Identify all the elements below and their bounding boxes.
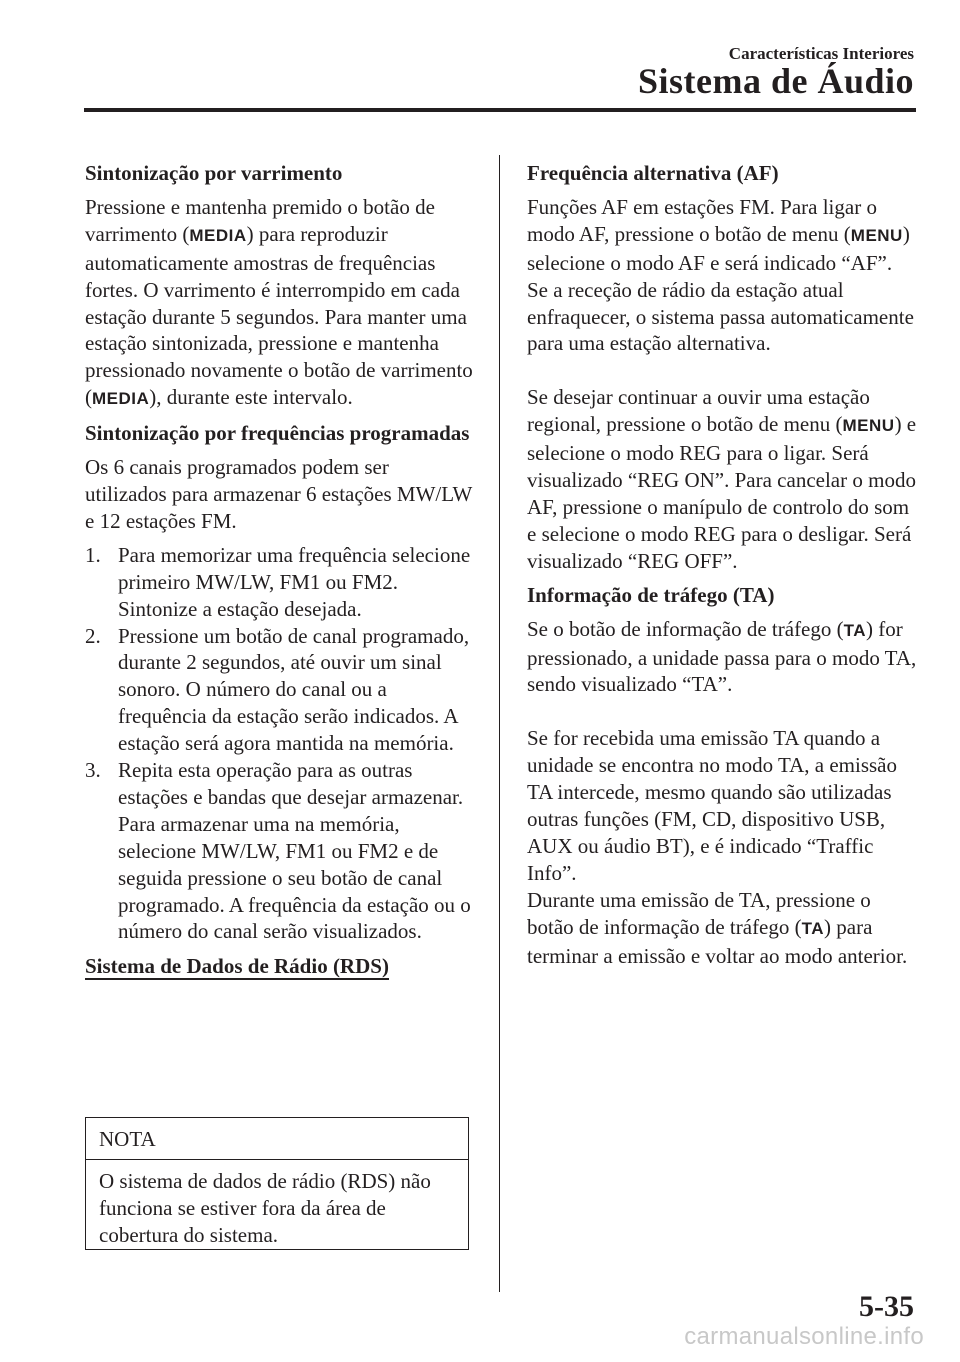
- heading-rds: Sistema de Dados de Rádio (RDS): [85, 954, 389, 979]
- heading-scan-tuning: Sintonização por varrimento: [85, 161, 343, 185]
- ta-cancel-paragraph: Durante uma emissão de TA, pressione o botão de informação de tráfego (TA) para terminar a emissão e voltar ao modo anterior.: [527, 887, 908, 968]
- menu-key-icon: MENU: [842, 416, 895, 436]
- right-column: [527, 160, 917, 976]
- preset-steps: [85, 542, 475, 946]
- note-title: NOTA: [86, 1118, 468, 1160]
- ta-interrupt-paragraph: Se for recebida uma emissão TA quando a unidade se encontra no modo TA, a emissão TA intercede, mesmo quando são utilizadas outras funções (FM, CD, dispositivo USB, AUX ou áudio BT), e é indicado “Traffic Info”.: [527, 726, 898, 885]
- list-item: 1. Para memorizar uma frequência selecione primeiro MW/LW, FM1 ou FM2. Sintonize a estação desejada.: [85, 542, 471, 621]
- list-item: 3. Repita esta operação para as outras estações e bandas que desejar armazenar. Para armazenar uma na memória, selecione MW/LW, FM1 ou FM2 e de seguida pressione o seu botão de canal programado. A frequência da estação ou o número do canal serão visualizados.: [85, 758, 471, 944]
- watermark: carmanualsonline.info: [684, 1323, 924, 1350]
- page-title: Sistema de Áudio: [637, 61, 914, 101]
- list-item: 2. Pressione um botão de canal programado, durante 2 segundos, até ouvir um sinal sonoro. O número do canal ou a frequência da estação serão indicados. A estação será agora mantida na memória.: [85, 623, 470, 756]
- scan-tuning-paragraph: Pressione e mantenha premido o botão de varrimento (MEDIA) para reproduzir automaticamente amostras de frequências fortes. O varrimento é interrompido em cada estação durante 5 segundos. Para manter uma estação sintonizada, pressione e mantenha pressionado novamente o botão de varrimento (MEDIA), durante este intervalo.: [85, 194, 473, 410]
- menu-key-icon: MENU: [850, 225, 903, 245]
- left-column: [85, 160, 475, 980]
- section-label: Características Interiores: [728, 44, 914, 63]
- note-box: [85, 1117, 469, 1250]
- ta-paragraph: Se o botão de informação de tráfego (TA) for pressionado, a unidade passa para o modo TA, sendo visualizado “TA”.: [527, 616, 917, 697]
- preset-paragraph: Os 6 canais programados podem ser utilizados para armazenar 6 estações MW/LW e 12 estações FM.: [85, 455, 472, 533]
- af-paragraph: Funções AF em estações FM. Para ligar o modo AF, pressione o botão de menu (MENU) selecione o modo AF e será indicado “AF”. Se a receção de rádio da estação atual enfraquecer, o sistema passa automaticamente para uma estação alternativa.: [527, 194, 914, 356]
- reg-paragraph: Se desejar continuar a ouvir uma estação regional, pressione o botão de menu (MENU) e selecione o modo REG para o ligar. Será visualizado “REG ON”. Para cancelar o modo AF, pressione o manípulo de controlo do som e selecione o modo REG para o desligar. Será visualizado “REG OFF”.: [527, 385, 917, 573]
- heading-af: Frequência alternativa (AF): [527, 161, 779, 185]
- column-divider: [499, 155, 500, 1292]
- heading-ta: Informação de tráfego (TA): [527, 582, 775, 607]
- page-number: 5-35: [859, 1290, 914, 1323]
- media-key-icon: MEDIA: [92, 389, 150, 409]
- ta-key-icon: TA: [843, 620, 867, 640]
- note-text: O sistema de dados de rádio (RDS) não funciona se estiver fora da área de cobertura do sistema.: [99, 1168, 431, 1247]
- media-key-icon: MEDIA: [189, 225, 247, 245]
- header-rule: [84, 108, 916, 112]
- ta-key-icon: TA: [801, 918, 825, 938]
- heading-preset-tuning: Sintonização por frequências programadas: [85, 421, 470, 446]
